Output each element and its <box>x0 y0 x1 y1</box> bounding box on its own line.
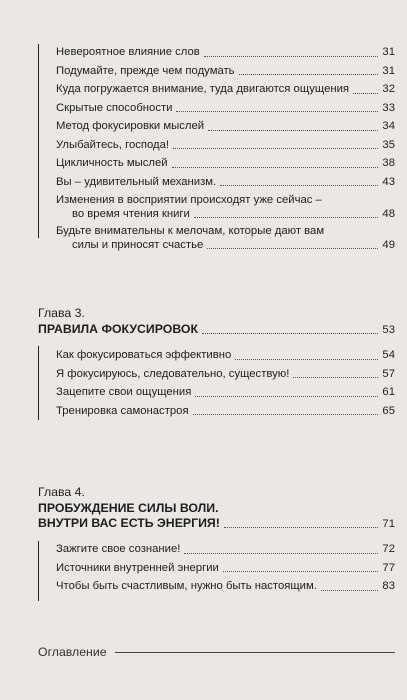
leader-dots <box>172 166 379 168</box>
leader-dots <box>208 129 378 131</box>
chapter-3-heading[interactable] <box>38 306 395 338</box>
toc-entry[interactable] <box>56 120 395 134</box>
chapter-title <box>38 322 395 339</box>
page-number: 48 <box>382 207 395 220</box>
toc-entry[interactable] <box>56 405 395 419</box>
toc-entry-line <box>56 225 395 239</box>
page-number: 35 <box>382 138 395 151</box>
leader-dots <box>195 395 378 397</box>
leader-dots <box>176 110 378 112</box>
leader-dots <box>204 55 379 57</box>
toc-entry[interactable] <box>56 65 395 79</box>
leader-dots <box>223 570 379 572</box>
section-bracket <box>38 44 56 238</box>
toc-entry-line <box>56 139 395 153</box>
leader-dots <box>353 92 378 94</box>
toc-entry-title: Метод фокусировки мыслей <box>56 120 205 132</box>
chapter-title-text: ПРОБУЖДЕНИЕ СИЛЫ ВОЛИ. <box>38 500 219 515</box>
toc-entry-title: Зацепите свои ощущения <box>56 386 192 398</box>
toc-entry-title: Как фокусироваться эффективно <box>56 349 232 361</box>
toc-entry-title: Тренировка самонастроя <box>56 404 189 417</box>
toc-entry[interactable] <box>56 386 395 400</box>
toc-entry-line <box>56 157 395 171</box>
toc-entry[interactable] <box>56 368 395 382</box>
chapter-title <box>38 516 395 533</box>
toc-entry-line <box>56 368 395 382</box>
leader-dots <box>202 332 378 334</box>
toc-entry-title: Я фокусируюсь, следовательно, существую! <box>56 367 290 380</box>
page-number: 54 <box>382 349 395 361</box>
page-number: 83 <box>382 580 395 592</box>
toc-entry-title: Вы – удивительный механизм. <box>56 175 217 188</box>
chapter-number: Глава 4. <box>38 485 85 499</box>
toc-entry-title: Невероятное влияние слов <box>56 46 200 58</box>
toc-entry[interactable] <box>56 225 395 252</box>
toc-entry[interactable] <box>56 139 395 153</box>
leader-dots <box>293 376 378 378</box>
toc-entry-line <box>56 102 395 116</box>
leader-dots <box>207 247 378 249</box>
toc-entry-line <box>56 46 395 60</box>
toc-entry-line <box>56 386 395 400</box>
page-number: 43 <box>382 175 395 188</box>
toc-entry[interactable] <box>56 349 395 363</box>
leader-dots <box>173 147 378 149</box>
toc-entry-line <box>56 65 395 79</box>
leader-dots <box>220 184 378 186</box>
toc-entry-line <box>56 239 395 253</box>
page-number: 32 <box>382 83 395 95</box>
footer-label: Оглавление <box>38 645 107 659</box>
chapter-title-text: ВНУТРИ ВАС ЕСТЬ ЭНЕРГИЯ! <box>38 516 220 530</box>
toc-entry[interactable] <box>56 543 395 557</box>
page-number: 33 <box>382 101 395 114</box>
toc-entry-title: Чтобы быть счастливым, нужно быть настоящим. <box>56 580 317 592</box>
chapter-number: Глава 3. <box>38 306 85 320</box>
toc-entry-title: Будьте внимательны к мелочам, которые дают вам <box>56 225 325 237</box>
leader-dots <box>224 526 379 528</box>
page-number: 31 <box>382 64 395 77</box>
toc-entry-title: Цикличность мыслей <box>56 157 168 169</box>
leader-dots <box>184 552 378 554</box>
toc-entry-line <box>56 83 395 97</box>
toc-entry-line <box>56 562 395 576</box>
page-number: 49 <box>382 238 395 251</box>
page-number: 57 <box>382 367 395 380</box>
chapter-title <box>38 501 395 517</box>
chapter-title-text: ПРАВИЛА ФОКУСИРОВОК <box>38 321 198 336</box>
page-number: 71 <box>382 518 395 530</box>
toc-entry-title: силы и приносят счастье <box>72 238 204 251</box>
toc-entry-title: Улыбайтесь, господа! <box>56 138 170 151</box>
page-number: 31 <box>382 46 395 58</box>
leader-dots <box>193 413 379 415</box>
footer-rule <box>115 652 395 653</box>
leader-dots <box>235 358 378 360</box>
toc-entry[interactable] <box>56 176 395 190</box>
toc-entry[interactable] <box>56 46 395 60</box>
toc-entry[interactable] <box>56 83 395 97</box>
toc-entry-title: Зажгите свое сознание! <box>56 543 181 555</box>
toc-entry[interactable] <box>56 562 395 576</box>
toc-entry[interactable] <box>56 194 395 221</box>
page-number: 38 <box>382 157 395 169</box>
leader-dots <box>194 216 379 218</box>
toc-entry-title: Источники внутренней энергии <box>56 561 219 574</box>
section-bracket <box>38 346 56 420</box>
page-number: 53 <box>382 323 395 336</box>
page-number: 34 <box>382 120 395 132</box>
page-number: 61 <box>382 386 395 398</box>
toc-entry-title: Подумайте, прежде чем подумать <box>56 64 235 77</box>
toc-entry-line <box>56 194 395 208</box>
toc-entry-line <box>56 580 395 594</box>
toc-entry-line <box>56 543 395 557</box>
toc-entry-title: во время чтения книги <box>72 207 190 220</box>
toc-entry-title: Куда погружается внимание, туда двигаются ощущения <box>56 83 350 95</box>
toc-entry-line <box>56 176 395 190</box>
chapter-4-heading[interactable] <box>38 485 395 533</box>
toc-entry-title: Скрытые способности <box>56 101 173 114</box>
leader-dots <box>239 73 379 75</box>
toc-entry-line <box>56 405 395 419</box>
toc-entry-line <box>56 208 395 222</box>
toc-entry-line <box>56 349 395 363</box>
toc-entry-line <box>56 120 395 134</box>
page-number: 72 <box>382 543 395 555</box>
toc-entry[interactable] <box>56 102 395 116</box>
leader-dots <box>321 589 379 591</box>
running-footer <box>38 645 395 659</box>
page-number: 77 <box>382 561 395 574</box>
toc-entry-title: Изменения в восприятии происходят уже сейчас – <box>56 194 322 206</box>
section-bracket <box>38 541 56 601</box>
toc-entry[interactable] <box>56 157 395 171</box>
toc-entry[interactable] <box>56 580 395 594</box>
page-number: 65 <box>382 404 395 417</box>
